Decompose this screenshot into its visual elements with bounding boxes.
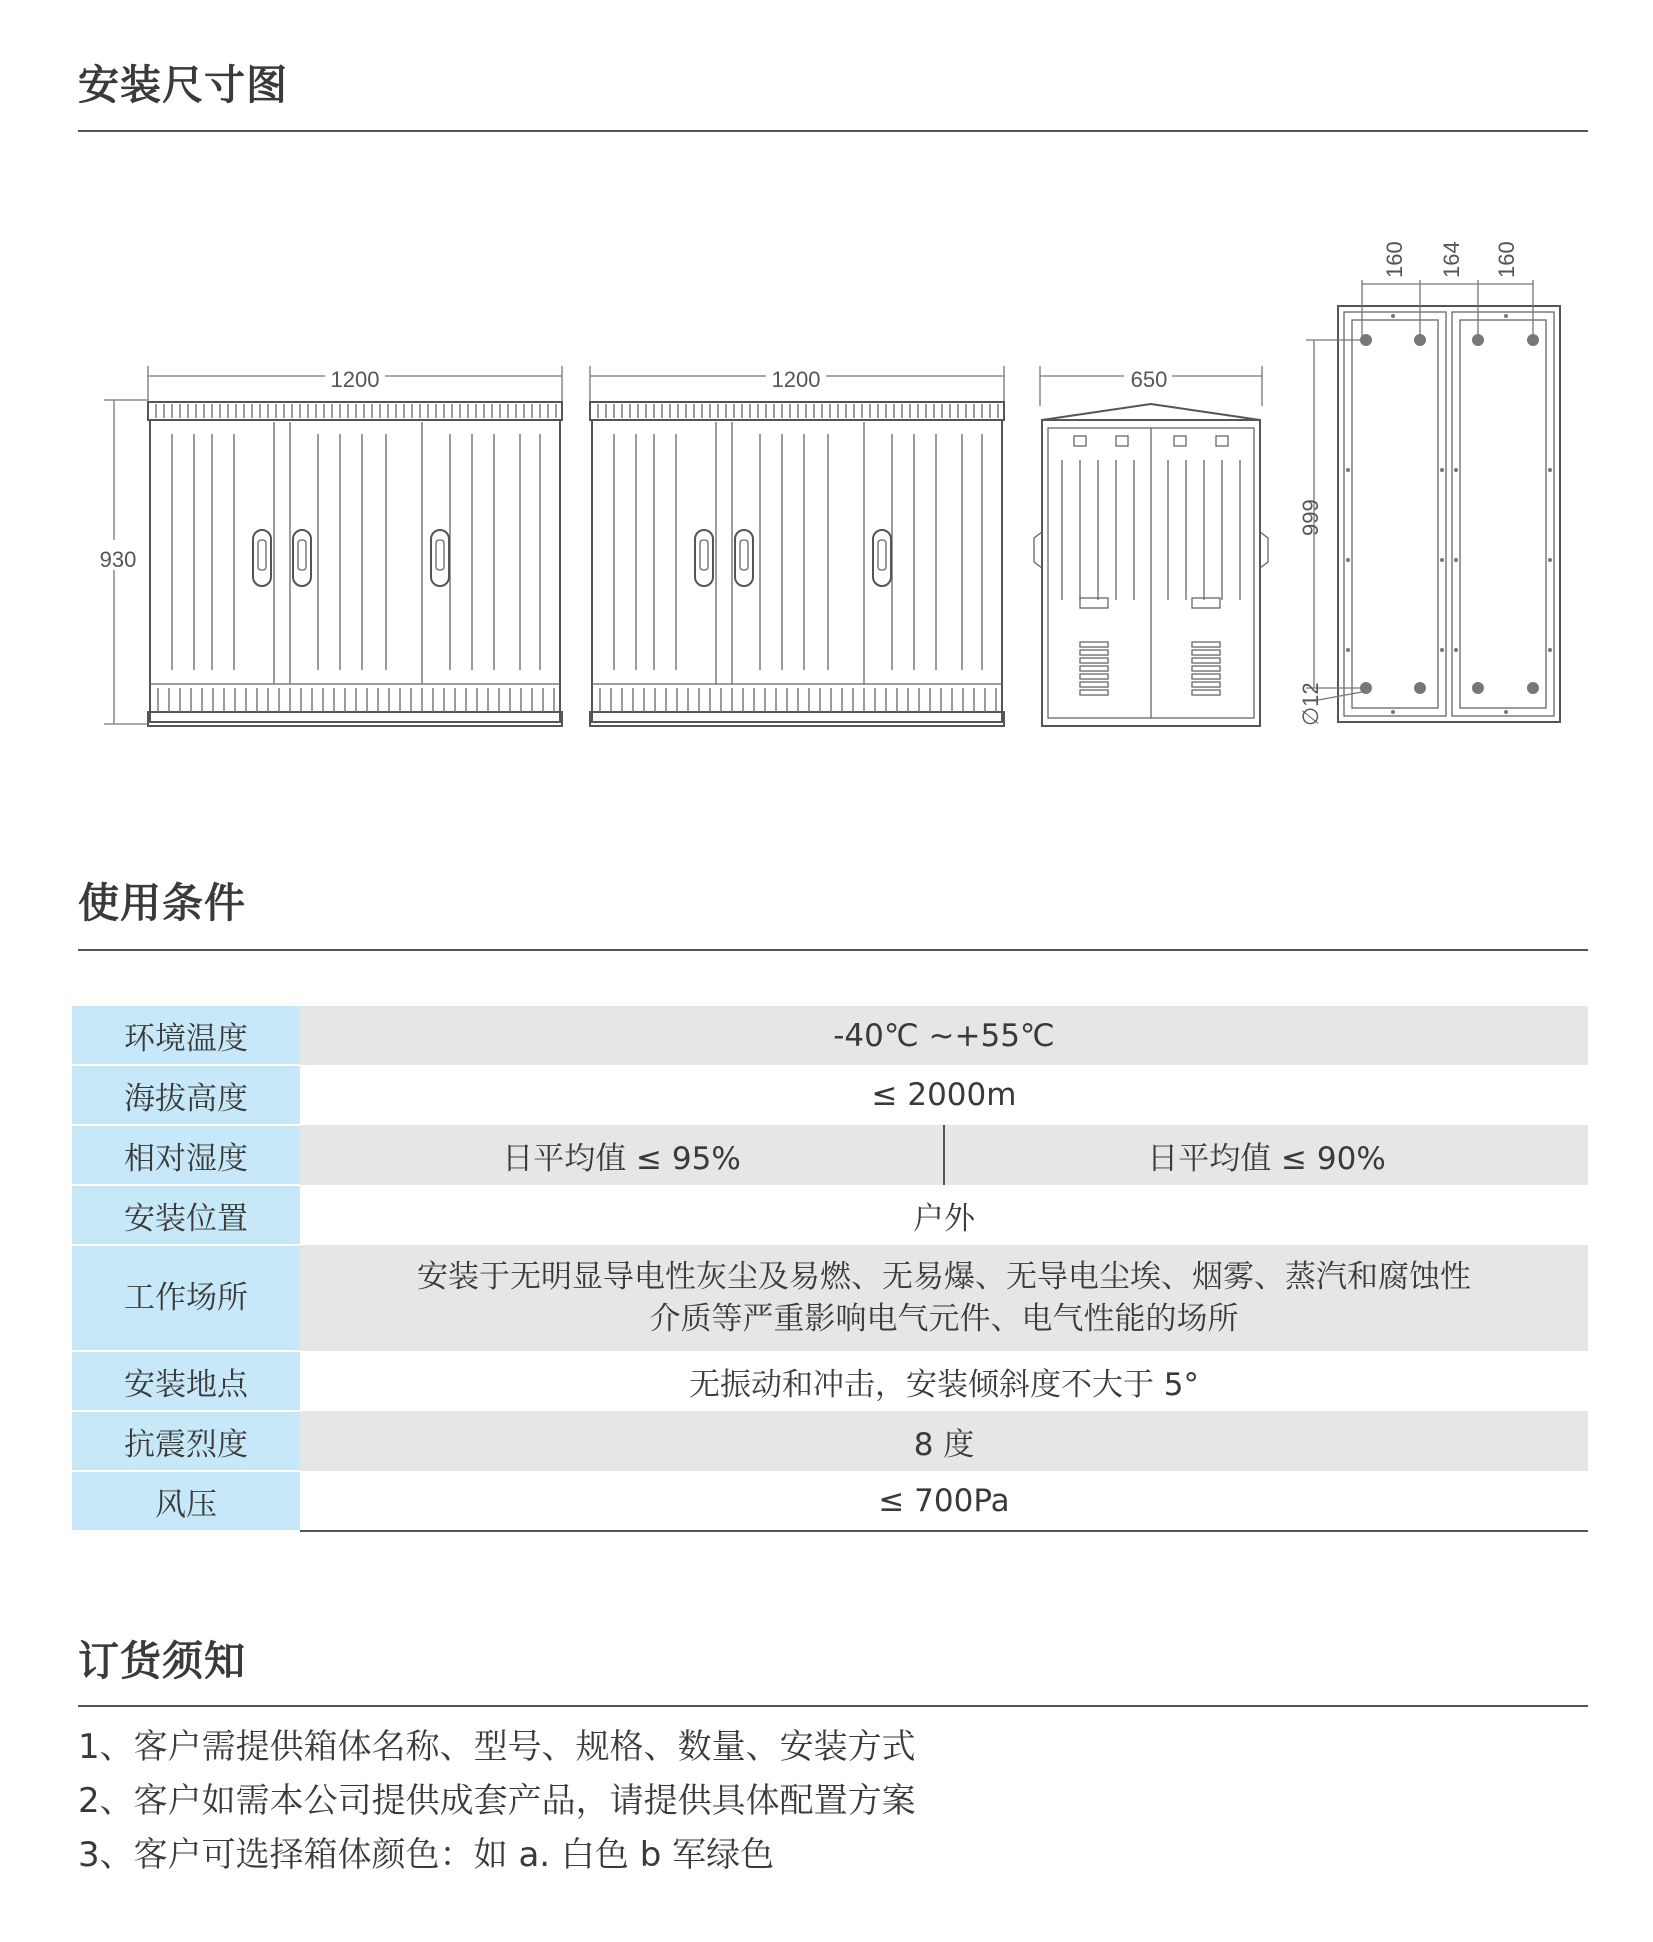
section-title-conditions: 使用条件 [78, 879, 246, 927]
list-item: 1、客户需提供箱体名称、型号、规格、数量、安装方式 [78, 1727, 916, 1767]
row-label: 环境温度 [72, 1006, 300, 1065]
row-value-left: 日平均值 ≤ 95% [300, 1125, 944, 1185]
row-value: ≤ 2000m [300, 1065, 1588, 1125]
dim-front2-width: 1200 [771, 367, 821, 392]
row-value: ≤ 700Pa [300, 1471, 1588, 1531]
conditions-table [72, 1006, 1588, 1532]
row-value-line: 安装于无明显导电性灰尘及易燃、无易爆、无导电尘埃、烟雾、蒸汽和腐蚀性 [417, 1259, 1471, 1295]
table-row [72, 1351, 1588, 1411]
dim-front1-width: 1200 [330, 367, 380, 392]
table-row [72, 1471, 1588, 1531]
table-row [72, 1185, 1588, 1245]
dim-top-b: 164 [1439, 241, 1464, 278]
row-value: -40℃ ~+55℃ [300, 1006, 1588, 1065]
installation-drawing [0, 200, 1653, 760]
section-divider [78, 130, 1588, 132]
table-row [72, 1065, 1588, 1125]
section-divider [78, 949, 1588, 951]
row-value: 户外 [300, 1185, 1588, 1245]
row-value-right: 日平均值 ≤ 90% [944, 1125, 1588, 1185]
row-label: 风压 [72, 1471, 300, 1531]
table-row [72, 1245, 1588, 1351]
cabinet-front-view-1 [94, 360, 562, 726]
row-value-line: 介质等严重影响电气元件、电气性能的场所 [649, 1301, 1239, 1337]
table-row [72, 1125, 1588, 1185]
section-title-ordering: 订货须知 [78, 1637, 246, 1685]
dim-top-c: 160 [1494, 241, 1519, 278]
row-value [300, 1245, 1588, 1351]
dim-base-length: 999 [1298, 499, 1323, 536]
table-row [72, 1006, 1588, 1065]
row-value: 无振动和冲击，安装倾斜度不大于 5° [300, 1351, 1588, 1411]
row-label: 相对湿度 [72, 1125, 300, 1185]
row-label: 工作场所 [72, 1245, 300, 1351]
cabinet-front-view-2 [590, 360, 1004, 726]
section-divider [78, 1705, 1588, 1707]
section-title-install-dims: 安装尺寸图 [78, 61, 288, 109]
list-item: 3、客户可选择箱体颜色：如 a. 白色 b 军绿色 [78, 1835, 775, 1875]
list-item: 2、客户如需本公司提供成套产品，请提供具体配置方案 [78, 1781, 916, 1821]
table-row [72, 1411, 1588, 1471]
cabinet-side-view [1034, 360, 1268, 726]
row-label: 海拔高度 [72, 1065, 300, 1125]
row-label: 安装位置 [72, 1185, 300, 1245]
row-label: 抗震烈度 [72, 1411, 300, 1471]
row-value: 8 度 [300, 1411, 1588, 1471]
dim-top-a: 160 [1382, 241, 1407, 278]
cabinet-base-plan-view [1298, 241, 1560, 726]
row-label: 安装地点 [72, 1351, 300, 1411]
dim-side-width: 650 [1130, 367, 1168, 392]
ordering-notes-list [78, 1720, 916, 1882]
dim-hole: ∅12 [1298, 682, 1323, 726]
dim-height: 930 [99, 547, 137, 572]
